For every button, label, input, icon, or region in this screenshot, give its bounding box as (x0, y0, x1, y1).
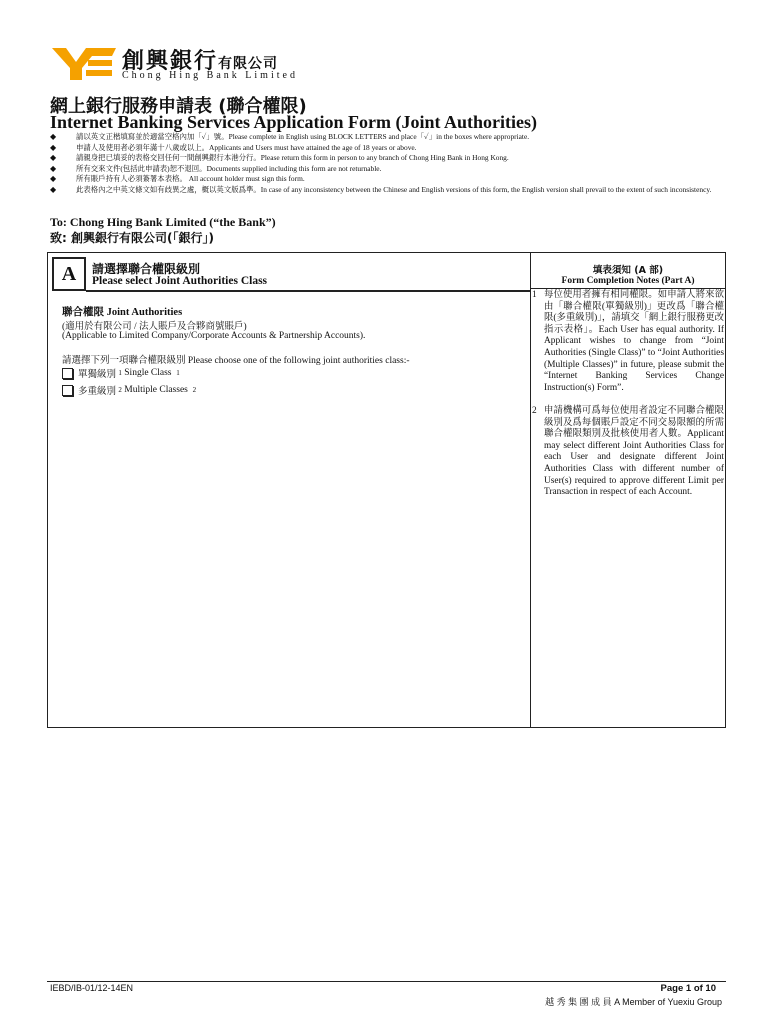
form-title-en: Internet Banking Services Application Form (Joint Authorities) (50, 112, 537, 132)
note-item (532, 406, 724, 499)
group-membership: 越 秀 集 團 成 員 A Member of Yuexiu Group (545, 997, 722, 1007)
diamond-bullet-icon: ◆ (50, 184, 57, 194)
footnote-ref: 2 (118, 386, 122, 394)
note-text: 每位使用者擁有相同權限。如申請人將來欲由「聯合權限(單獨級別)」更改爲「聯合權限(多重級別)」，請填交「網上銀行服務更改指示表格」。Each User has equal authority. If Applicant wishes to change from “Joint Authorities (Single Class)” to “Joint Authorities (Multiple Classes)” in future, please submit the “Internet Banking Services Change Instruction(s) Form”. (544, 290, 724, 393)
notes-title-cn: 填表須知 (A 部) (592, 265, 664, 276)
option-label-cn: 多重級別 (78, 387, 117, 397)
footnote-ref: 1 (176, 369, 180, 377)
diamond-bullet-icon: ◆ (50, 174, 57, 183)
joint-authorities-heading: 聯合權限 Joint Authorities (62, 307, 183, 318)
diamond-bullet-icon: ◆ (50, 163, 57, 173)
addressee-cn: 致: 創興銀行有限公司(「銀行」) (50, 231, 214, 245)
diamond-bullet-icon: ◆ (50, 153, 57, 162)
logo-cn-small: 有限公司 (218, 56, 279, 72)
applicability-note-cn: (適用於有限公司 / 法人賬戶及合夥商號賬戶) (62, 322, 247, 332)
footnote-ref: 1 (118, 369, 122, 377)
option-multiple-classes[interactable] (62, 383, 196, 397)
footer-rule (47, 981, 726, 982)
logo-english-name: Chong Hing Bank Limited (122, 70, 298, 81)
note-item (532, 290, 724, 394)
applicability-note-en: (Applicable to Limited Company/Corporate Accounts & Partnership Accounts). (62, 331, 366, 341)
footnote-ref: 2 (192, 386, 197, 394)
section-title-cn: 請選擇聯合權限級別 (92, 262, 201, 276)
addressee-en: To: Chong Hing Bank Limited (“the Bank”) (50, 215, 276, 229)
option-label-cn: 單獨級別 (78, 370, 117, 380)
notes-header-divider (530, 288, 726, 289)
form-title-cn: 網上銀行服務申請表 (聯合權限) (50, 96, 307, 117)
instruction-item: ◆ 請親身把已填妥的表格交回任何一間創興銀行本港分行。Please return this form in person to any branch of Chong Hing Bank in Hong Kong. (50, 153, 509, 162)
instruction-item: ◆ 所有賬戶持有人必須簽署本表格。 All account holder must sign this form. (50, 174, 305, 183)
column-divider (530, 252, 531, 728)
note-text: 申請機構可爲每位使用者設定不同聯合權限級別及爲每個賬戶設定不同交易限額的所需聯合權限類別及批核使用者人數。Applicant may select different Joint Authorities Class for each User and designate different Joint Authorities Class with different number of User(s) required to approve different Limit per Transaction in respect of each Account. (544, 406, 724, 498)
diamond-bullet-icon: ◆ (50, 142, 57, 152)
section-title-rule (86, 290, 530, 292)
section-letter: A (52, 257, 86, 291)
bank-logo-icon (52, 46, 116, 82)
single-class-checkbox[interactable] (62, 368, 73, 379)
instruction-item: ◆ 所有交來文件(包括此申請表)恕不退回。Documents supplied including this form are not returnable. (50, 163, 382, 173)
page-number: Page 1 of 10 (660, 983, 716, 994)
instruction-list (50, 132, 730, 195)
note-number: 1 (532, 290, 537, 300)
notes-title-en: Form Completion Notes (Part A) (561, 276, 695, 286)
choose-class-instruction: 請選擇下列一項聯合權限級別 Please choose one of the following joint authorities class:- (62, 356, 410, 366)
note-number: 2 (532, 406, 537, 416)
instruction-item: ◆ 此表格內之中英文條文如有歧異之處，概以英文版爲準。In case of any inconsistency between the Chinese and English versions of this form, the English version shall prevail to the extent of such inconsistency. (50, 184, 712, 194)
option-single-class[interactable] (62, 366, 180, 380)
logo-cn-main: 創興銀行 (122, 48, 219, 74)
option-label-en: Multiple Classes (124, 385, 188, 395)
multiple-classes-checkbox[interactable] (62, 385, 73, 396)
instruction-item: ◆ 請以英文正楷填寫並於適當空格內加「✓」號。Please complete in English using BLOCK LETTERS and place「✓」in the boxes where appropriate. (50, 132, 530, 141)
option-label-en: Single Class (124, 368, 172, 378)
instruction-item: ◆ 申請人及使用者必須年滿十八歲或以上。Applicants and Users must have attained the age of 18 years or above. (50, 142, 417, 152)
form-code: IEBD/IB-01/12-14EN (50, 983, 134, 993)
section-title-en: Please select Joint Authorities Class (92, 275, 268, 287)
diamond-bullet-icon: ◆ (50, 132, 57, 141)
